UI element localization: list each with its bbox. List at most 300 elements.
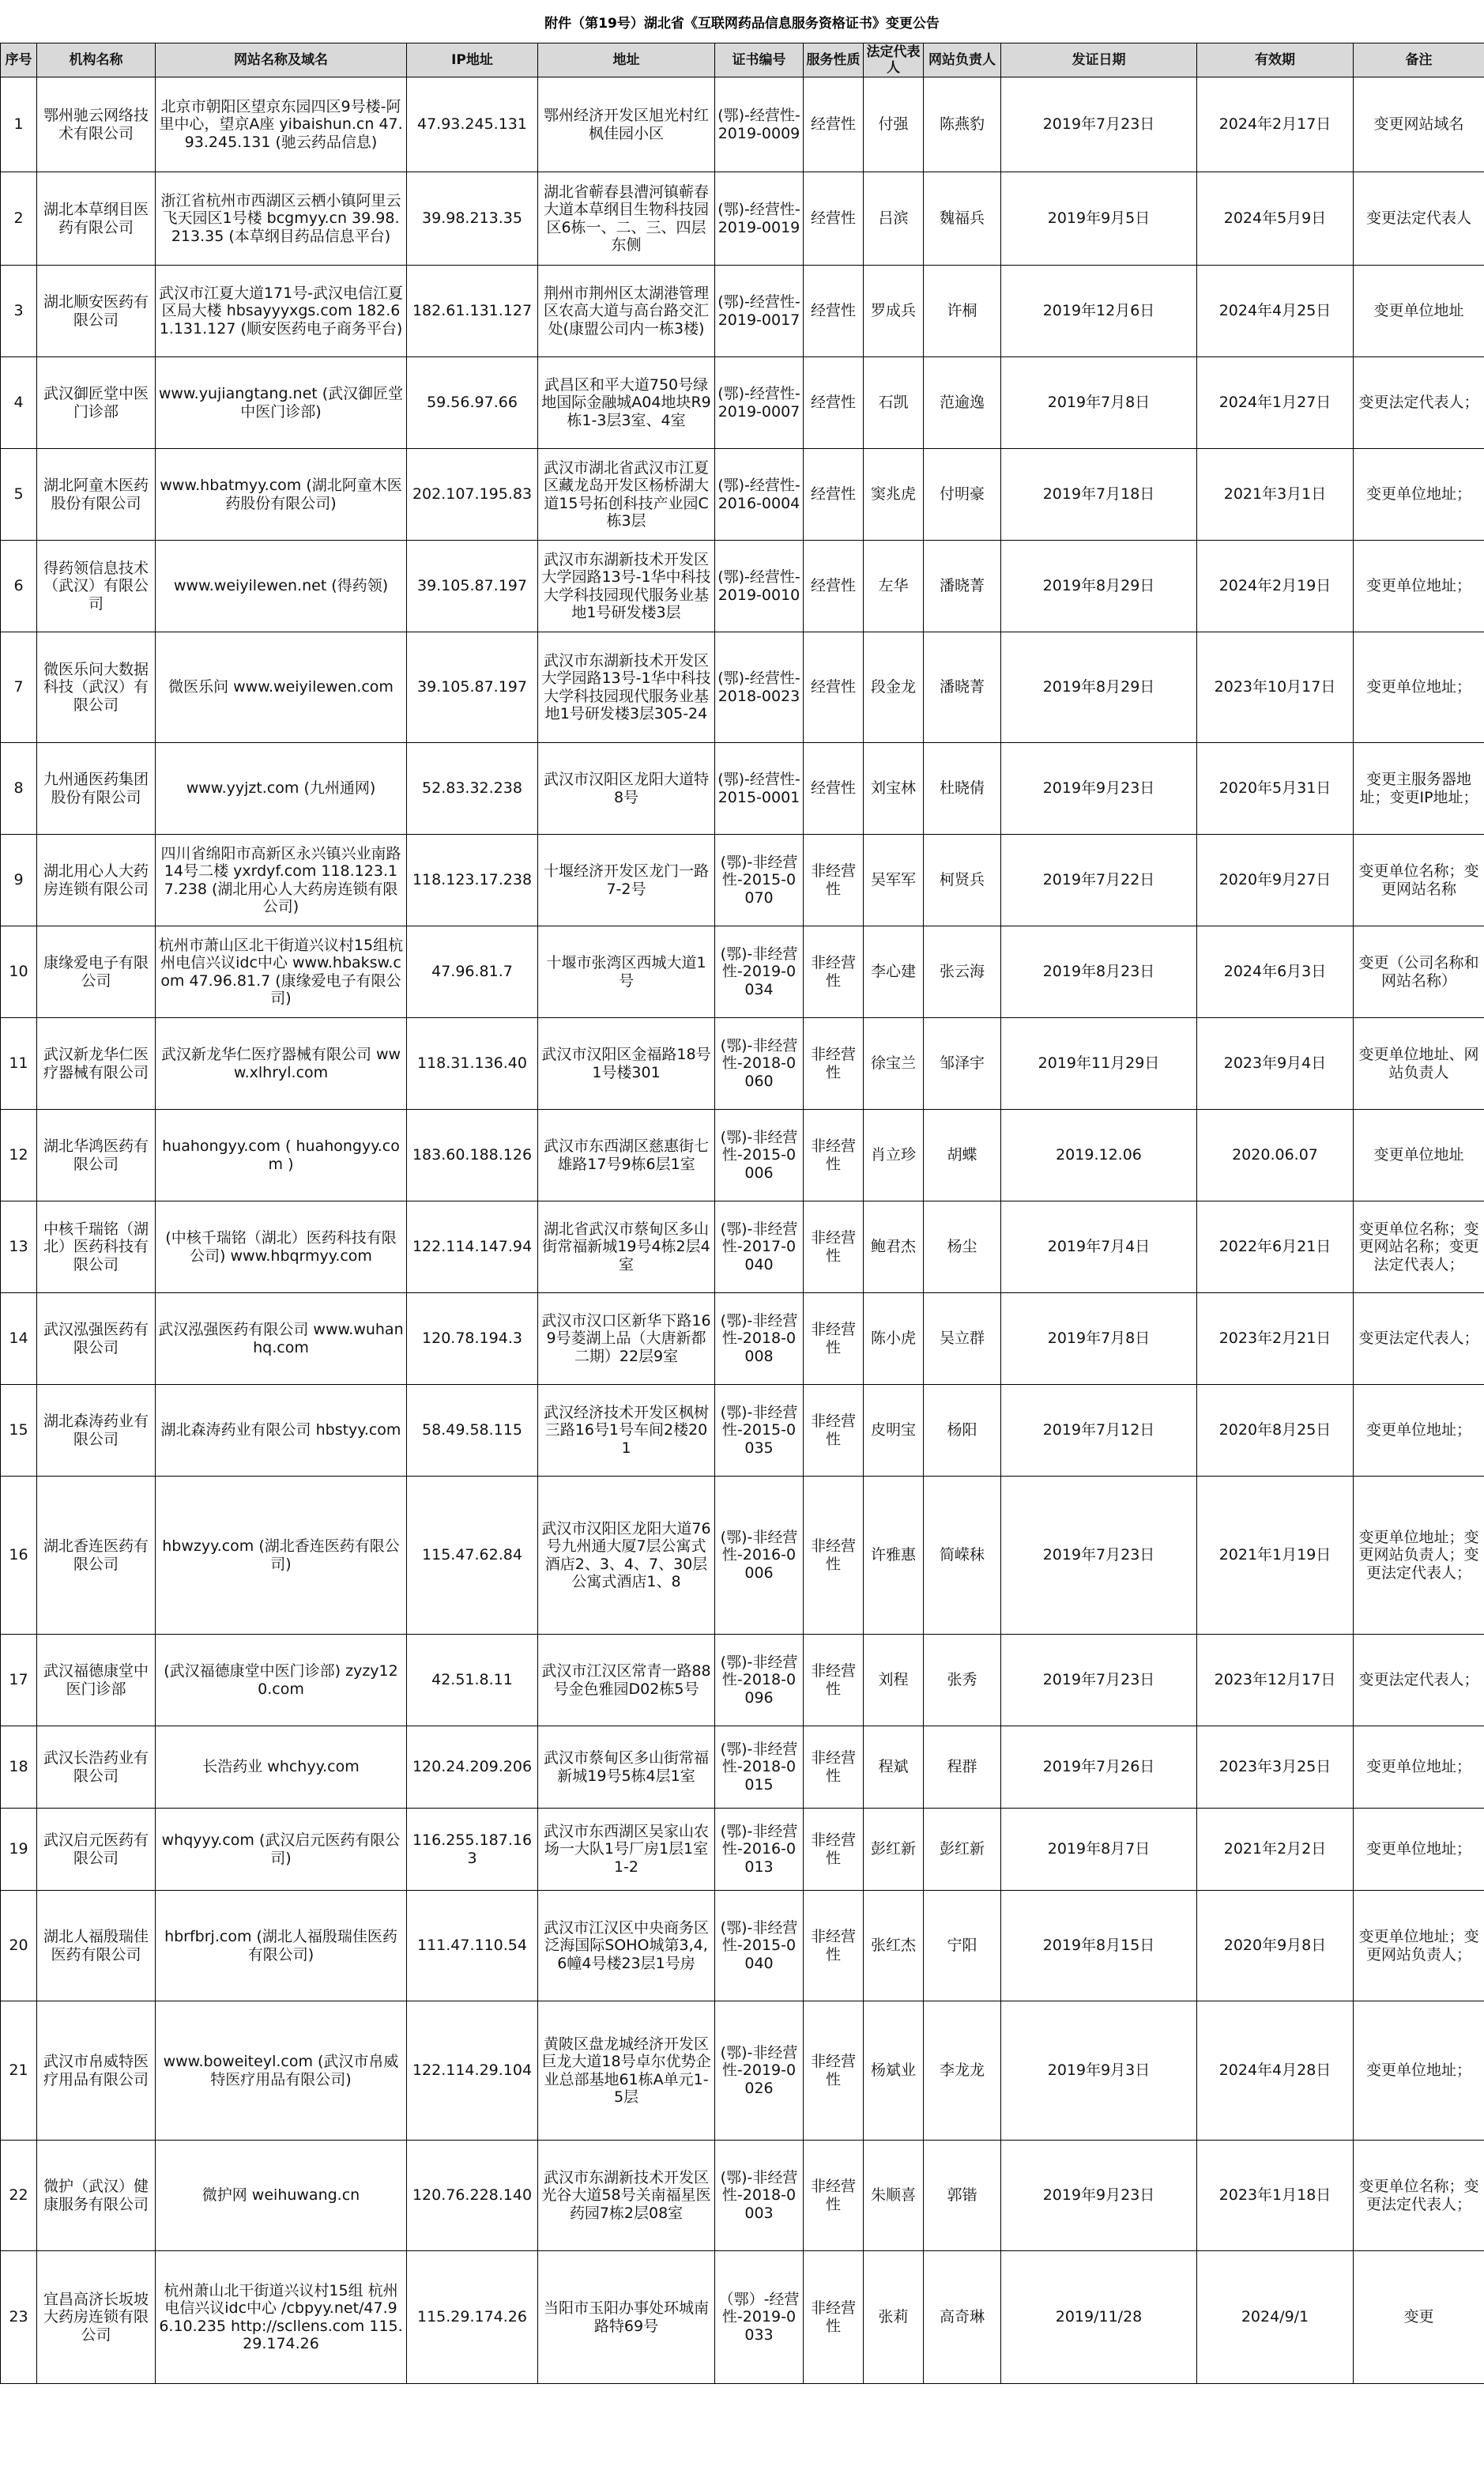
cell-site: www.yyjzt.com (九州通网) <box>156 743 407 835</box>
col-header-ip: IP地址 <box>407 43 538 77</box>
cell-issue-date: 2019年8月23日 <box>1001 926 1197 1018</box>
cell-org: 中核千瑞铭（湖北）医药科技有限公司 <box>37 1201 156 1293</box>
cell-legal-rep: 李心建 <box>864 926 924 1018</box>
cell-note: 变更单位地址； <box>1354 632 1484 743</box>
cell-cert: (鄂)-非经营性-2015-0040 <box>715 1891 804 2001</box>
col-header-address: 地址 <box>538 43 715 77</box>
col-header-site-manager: 网站负责人 <box>924 43 1001 77</box>
cell-legal-rep: 吴军军 <box>864 835 924 926</box>
cell-note: 变更单位名称；变更网站名称；变更法定代表人； <box>1354 1201 1484 1293</box>
cell-legal-rep: 张红杰 <box>864 1891 924 2001</box>
cell-address: 武汉市汉阳区金福路18号1号楼301 <box>538 1018 715 1110</box>
cell-nature: 非经营性 <box>804 2251 864 2384</box>
cell-cert: (鄂)-非经营性-2018-0008 <box>715 1293 804 1385</box>
cell-issue-date: 2019年7月23日 <box>1001 1477 1197 1635</box>
cell-no: 9 <box>1 835 37 926</box>
cell-note: 变更 <box>1354 2251 1484 2384</box>
cell-legal-rep: 杨斌业 <box>864 2001 924 2141</box>
cell-valid-until: 2024年2月17日 <box>1197 77 1354 172</box>
cell-ip: 120.78.194.3 <box>407 1293 538 1385</box>
cell-issue-date: 2019年7月8日 <box>1001 1293 1197 1385</box>
cell-ip: 202.107.195.83 <box>407 449 538 541</box>
cell-ip: 122.114.29.104 <box>407 2001 538 2141</box>
cell-no: 5 <box>1 449 37 541</box>
cell-org: 武汉泓强医药有限公司 <box>37 1293 156 1385</box>
cell-ip: 183.60.188.126 <box>407 1110 538 1201</box>
cell-valid-until: 2024年4月25日 <box>1197 266 1354 357</box>
cell-valid-until: 2023年2月21日 <box>1197 1293 1354 1385</box>
cell-issue-date: 2019年9月5日 <box>1001 172 1197 266</box>
announcement-table <box>0 43 1484 2384</box>
cell-nature: 经营性 <box>804 172 864 266</box>
cell-issue-date: 2019年7月8日 <box>1001 357 1197 449</box>
cell-org: 湖北顺安医药有限公司 <box>37 266 156 357</box>
table-row <box>1 357 1484 449</box>
cell-no: 20 <box>1 1891 37 2001</box>
cell-issue-date: 2019年9月23日 <box>1001 743 1197 835</box>
table-row <box>1 541 1484 632</box>
cell-address: 荆州市荆州区太湖港管理区农高大道与高台路交汇处(康盟公司内一栋3楼) <box>538 266 715 357</box>
cell-address: 黄陂区盘龙城经济开发区巨龙大道18号卓尔优势企业总部基地61栋A单元1-5层 <box>538 2001 715 2141</box>
cell-no: 22 <box>1 2141 37 2251</box>
cell-address: 湖北省蕲春县漕河镇蕲春大道本草纲目生物科技园区6栋一、二、三、四层东侧 <box>538 172 715 266</box>
cell-no: 3 <box>1 266 37 357</box>
cell-site: 微护网 weihuwang.cn <box>156 2141 407 2251</box>
cell-nature: 非经营性 <box>804 1891 864 2001</box>
cell-issue-date: 2019/11/28 <box>1001 2251 1197 2384</box>
cell-issue-date: 2019年9月23日 <box>1001 2141 1197 2251</box>
cell-nature: 经营性 <box>804 449 864 541</box>
cell-nature: 非经营性 <box>804 1201 864 1293</box>
cell-valid-until: 2023年12月17日 <box>1197 1635 1354 1726</box>
cell-note: 变更网站域名 <box>1354 77 1484 172</box>
cell-legal-rep: 刘宝林 <box>864 743 924 835</box>
table-row <box>1 1385 1484 1477</box>
cell-note: 变更法定代表人； <box>1354 1293 1484 1385</box>
col-header-site: 网站名称及域名 <box>156 43 407 77</box>
cell-no: 13 <box>1 1201 37 1293</box>
cell-valid-until: 2021年2月2日 <box>1197 1809 1354 1891</box>
table-header-row <box>1 43 1484 77</box>
cell-no: 15 <box>1 1385 37 1477</box>
cell-org: 武汉御匠堂中医门诊部 <box>37 357 156 449</box>
table-row <box>1 172 1484 266</box>
cell-cert: （鄂）-经营性-2019-0033 <box>715 2251 804 2384</box>
cell-valid-until: 2023年9月4日 <box>1197 1018 1354 1110</box>
cell-org: 湖北华鸿医药有限公司 <box>37 1110 156 1201</box>
cell-site-manager: 程群 <box>924 1726 1001 1809</box>
cell-address: 武昌区和平大道750号绿地国际金融城A04地块R9栋1-3层3室、4室 <box>538 357 715 449</box>
cell-address: 湖北省武汉市蔡甸区多山街常福新城19号4栋2层4室 <box>538 1201 715 1293</box>
cell-cert: (鄂)-非经营性-2018-0015 <box>715 1726 804 1809</box>
cell-legal-rep: 肖立珍 <box>864 1110 924 1201</box>
cell-address: 鄂州经济开发区旭光村红枫佳园小区 <box>538 77 715 172</box>
cell-cert: (鄂)-非经营性-2017-0040 <box>715 1201 804 1293</box>
table-row <box>1 2141 1484 2251</box>
cell-cert: (鄂)-非经营性-2016-0013 <box>715 1809 804 1891</box>
cell-site: 微医乐问 www.weiyilewen.com <box>156 632 407 743</box>
cell-note: 变更单位名称；变更法定代表人； <box>1354 2141 1484 2251</box>
cell-site-manager: 郭锴 <box>924 2141 1001 2251</box>
cell-issue-date: 2019年9月3日 <box>1001 2001 1197 2141</box>
cell-cert: (鄂)-经营性-2019-0009 <box>715 77 804 172</box>
cell-site: www.yujiangtang.net (武汉御匠堂中医门诊部) <box>156 357 407 449</box>
cell-site: (中核千瑞铭（湖北）医药科技有限公司) www.hbqrmyy.com <box>156 1201 407 1293</box>
cell-org: 得药领信息技术（武汉）有限公司 <box>37 541 156 632</box>
cell-cert: (鄂)-经营性-2019-0019 <box>715 172 804 266</box>
col-header-cert: 证书编号 <box>715 43 804 77</box>
cell-org: 武汉长浩药业有限公司 <box>37 1726 156 1809</box>
cell-nature: 非经营性 <box>804 1477 864 1635</box>
cell-site: 长浩药业 whchyy.com <box>156 1726 407 1809</box>
cell-ip: 39.105.87.197 <box>407 541 538 632</box>
cell-org: 九州通医药集团股份有限公司 <box>37 743 156 835</box>
cell-cert: (鄂)-经营性-2015-0001 <box>715 743 804 835</box>
cell-ip: 118.123.17.238 <box>407 835 538 926</box>
cell-legal-rep: 程斌 <box>864 1726 924 1809</box>
cell-cert: (鄂)-经营性-2019-0010 <box>715 541 804 632</box>
cell-ip: 118.31.136.40 <box>407 1018 538 1110</box>
cell-valid-until: 2020.06.07 <box>1197 1110 1354 1201</box>
cell-site-manager: 高奇琳 <box>924 2251 1001 2384</box>
cell-issue-date: 2019年7月23日 <box>1001 77 1197 172</box>
cell-issue-date: 2019年8月7日 <box>1001 1809 1197 1891</box>
cell-site: 武汉市江夏大道171号-武汉电信江夏区局大楼 hbsayyyxgs.com 182.61.131.127 (顺安医药电子商务平台) <box>156 266 407 357</box>
cell-org: 鄂州驰云网络技术有限公司 <box>37 77 156 172</box>
cell-cert: (鄂)-非经营性-2015-0035 <box>715 1385 804 1477</box>
cell-note: 变更单位地址； <box>1354 541 1484 632</box>
cell-valid-until: 2024年2月19日 <box>1197 541 1354 632</box>
cell-org: 湖北森涛药业有限公司 <box>37 1385 156 1477</box>
cell-address: 武汉市东西湖区慈惠街七雄路17号9栋6层1室 <box>538 1110 715 1201</box>
cell-no: 4 <box>1 357 37 449</box>
table-row <box>1 449 1484 541</box>
cell-ip: 116.255.187.163 <box>407 1809 538 1891</box>
cell-address: 武汉市江汉区常青一路88号金色雅园D02栋5号 <box>538 1635 715 1726</box>
cell-ip: 39.98.213.35 <box>407 172 538 266</box>
cell-site-manager: 李龙龙 <box>924 2001 1001 2141</box>
cell-site: hbrfbrj.com (湖北人福殷瑞佳医药有限公司) <box>156 1891 407 2001</box>
cell-ip: 120.76.228.140 <box>407 2141 538 2251</box>
table-row <box>1 1635 1484 1726</box>
cell-legal-rep: 窦兆虎 <box>864 449 924 541</box>
cell-site: 杭州萧山北干街道兴议村15组 杭州电信兴议idc中心 /cbpyy.net/47.96.10.235 http://scllens.com 115.29.174.26 <box>156 2251 407 2384</box>
cell-site-manager: 魏福兵 <box>924 172 1001 266</box>
cell-site-manager: 杜晓倩 <box>924 743 1001 835</box>
cell-address: 当阳市玉阳办事处环城南路特69号 <box>538 2251 715 2384</box>
cell-valid-until: 2020年8月25日 <box>1197 1385 1354 1477</box>
cell-address: 武汉经济技术开发区枫树三路16号1号车间2楼201 <box>538 1385 715 1477</box>
cell-note: 变更单位地址； <box>1354 449 1484 541</box>
cell-note: 变更单位地址； <box>1354 1809 1484 1891</box>
cell-site: 四川省绵阳市高新区永兴镇兴业南路14号二楼 yxrdyf.com 118.123.17.238 (湖北用心人大药房连锁有限公司) <box>156 835 407 926</box>
cell-nature: 非经营性 <box>804 926 864 1018</box>
cell-org: 湖北阿童木医药股份有限公司 <box>37 449 156 541</box>
cell-org: 湖北香连医药有限公司 <box>37 1477 156 1635</box>
cell-valid-until: 2024年1月27日 <box>1197 357 1354 449</box>
cell-ip: 59.56.97.66 <box>407 357 538 449</box>
cell-site-manager: 付明豪 <box>924 449 1001 541</box>
cell-org: 康缘爱电子有限公司 <box>37 926 156 1018</box>
cell-ip: 111.47.110.54 <box>407 1891 538 2001</box>
table-row <box>1 1726 1484 1809</box>
cell-issue-date: 2019年7月12日 <box>1001 1385 1197 1477</box>
cell-cert: (鄂)-经营性-2019-0017 <box>715 266 804 357</box>
table-row <box>1 1110 1484 1201</box>
cell-site-manager: 杨阳 <box>924 1385 1001 1477</box>
cell-nature: 非经营性 <box>804 1635 864 1726</box>
cell-no: 1 <box>1 77 37 172</box>
cell-legal-rep: 罗成兵 <box>864 266 924 357</box>
cell-cert: (鄂)-非经营性-2018-0060 <box>715 1018 804 1110</box>
cell-nature: 非经营性 <box>804 1018 864 1110</box>
cell-nature: 非经营性 <box>804 2001 864 2141</box>
cell-site: 北京市朝阳区望京东园四区9号楼-阿里中心，望京A座 yibaishun.cn 47.93.245.131 (驰云药品信息) <box>156 77 407 172</box>
cell-cert: (鄂)-非经营性-2019-0026 <box>715 2001 804 2141</box>
page-title: 附件（第19号）湖北省《互联网药品信息服务资格证书》变更公告 <box>544 15 940 32</box>
cell-ip: 52.83.32.238 <box>407 743 538 835</box>
cell-legal-rep: 左华 <box>864 541 924 632</box>
cell-cert: (鄂)-非经营性-2018-0003 <box>715 2141 804 2251</box>
cell-site: whqyyy.com (武汉启元医药有限公司) <box>156 1809 407 1891</box>
cell-legal-rep: 石凯 <box>864 357 924 449</box>
cell-org: 湖北用心人大药房连锁有限公司 <box>37 835 156 926</box>
cell-nature: 非经营性 <box>804 835 864 926</box>
cell-site: 湖北森涛药业有限公司 hbstyy.com <box>156 1385 407 1477</box>
cell-no: 14 <box>1 1293 37 1385</box>
col-header-note: 备注 <box>1354 43 1484 77</box>
cell-note: 变更单位地址 <box>1354 266 1484 357</box>
table-row <box>1 77 1484 172</box>
table-row <box>1 1201 1484 1293</box>
table-row <box>1 1293 1484 1385</box>
cell-legal-rep: 吕滨 <box>864 172 924 266</box>
cell-legal-rep: 张莉 <box>864 2251 924 2384</box>
cell-legal-rep: 付强 <box>864 77 924 172</box>
cell-note: 变更单位地址； <box>1354 1385 1484 1477</box>
cell-site-manager: 潘晓菁 <box>924 632 1001 743</box>
cell-no: 2 <box>1 172 37 266</box>
cell-ip: 122.114.147.94 <box>407 1201 538 1293</box>
cell-legal-rep: 段金龙 <box>864 632 924 743</box>
table-row <box>1 1809 1484 1891</box>
cell-address: 十堰经济开发区龙门一路7-2号 <box>538 835 715 926</box>
cell-site-manager: 宁阳 <box>924 1891 1001 2001</box>
cell-note: 变更单位地址； <box>1354 2001 1484 2141</box>
cell-nature: 非经营性 <box>804 1809 864 1891</box>
cell-site: 武汉泓强医药有限公司 www.wuhanhq.com <box>156 1293 407 1385</box>
cell-site: 浙江省杭州市西湖区云栖小镇阿里云飞天园区1号楼 bcgmyy.cn 39.98.213.35 (本草纲目药品信息平台) <box>156 172 407 266</box>
cell-issue-date: 2019年7月4日 <box>1001 1201 1197 1293</box>
cell-no: 7 <box>1 632 37 743</box>
cell-site: huahongyy.com ( huahongyy.com ) <box>156 1110 407 1201</box>
cell-site-manager: 彭红新 <box>924 1809 1001 1891</box>
cell-cert: (鄂)-非经营性-2016-0006 <box>715 1477 804 1635</box>
cell-legal-rep: 鲍君杰 <box>864 1201 924 1293</box>
cell-no: 10 <box>1 926 37 1018</box>
cell-ip: 58.49.58.115 <box>407 1385 538 1477</box>
cell-note: 变更单位地址、网站负责人 <box>1354 1018 1484 1110</box>
cell-nature: 经营性 <box>804 541 864 632</box>
cell-nature: 非经营性 <box>804 1385 864 1477</box>
table-row <box>1 743 1484 835</box>
cell-ip: 42.51.8.11 <box>407 1635 538 1726</box>
cell-nature: 非经营性 <box>804 1293 864 1385</box>
cell-ip: 47.93.245.131 <box>407 77 538 172</box>
cell-valid-until: 2023年1月18日 <box>1197 2141 1354 2251</box>
cell-address: 武汉市江汉区中央商务区泛海国际SOHO城第3,4,6幢4号楼23层1号房 <box>538 1891 715 2001</box>
cell-site-manager: 张云海 <box>924 926 1001 1018</box>
cell-org: 湖北人福殷瑞佳医药有限公司 <box>37 1891 156 2001</box>
cell-site-manager: 邹泽宇 <box>924 1018 1001 1110</box>
cell-valid-until: 2020年5月31日 <box>1197 743 1354 835</box>
cell-no: 8 <box>1 743 37 835</box>
cell-site: (武汉福德康堂中医门诊部) zyzy120.com <box>156 1635 407 1726</box>
cell-cert: (鄂)-经营性-2019-0007 <box>715 357 804 449</box>
cell-address: 武汉市东湖新技术开发区光谷大道58号关南福星医药园7栋2层08室 <box>538 2141 715 2251</box>
cell-no: 11 <box>1 1018 37 1110</box>
cell-valid-until: 2024年4月28日 <box>1197 2001 1354 2141</box>
cell-issue-date: 2019年7月23日 <box>1001 1635 1197 1726</box>
cell-site-manager: 潘晓菁 <box>924 541 1001 632</box>
table-row <box>1 1018 1484 1110</box>
cell-cert: (鄂)-非经营性-2015-0070 <box>715 835 804 926</box>
cell-ip: 39.105.87.197 <box>407 632 538 743</box>
cell-no: 6 <box>1 541 37 632</box>
col-header-no: 序号 <box>1 43 37 77</box>
cell-valid-until: 2021年1月19日 <box>1197 1477 1354 1635</box>
cell-org: 武汉新龙华仁医疗器械有限公司 <box>37 1018 156 1110</box>
cell-no: 19 <box>1 1809 37 1891</box>
cell-site-manager: 张秀 <box>924 1635 1001 1726</box>
cell-address: 武汉市湖北省武汉市江夏区藏龙岛开发区杨桥湖大道15号拓创科技产业园C栋3层 <box>538 449 715 541</box>
cell-site: www.hbatmyy.com (湖北阿童木医药股份有限公司) <box>156 449 407 541</box>
cell-issue-date: 2019年11月29日 <box>1001 1018 1197 1110</box>
cell-site-manager: 杨尘 <box>924 1201 1001 1293</box>
cell-issue-date: 2019年8月29日 <box>1001 632 1197 743</box>
col-header-org: 机构名称 <box>37 43 156 77</box>
col-header-valid-until: 有效期 <box>1197 43 1354 77</box>
table-row <box>1 835 1484 926</box>
cell-ip: 120.24.209.206 <box>407 1726 538 1809</box>
cell-org: 武汉福德康堂中医门诊部 <box>37 1635 156 1726</box>
table-row <box>1 1477 1484 1635</box>
cell-no: 16 <box>1 1477 37 1635</box>
cell-issue-date: 2019年7月22日 <box>1001 835 1197 926</box>
cell-legal-rep: 许雅惠 <box>864 1477 924 1635</box>
table-row <box>1 2251 1484 2384</box>
cell-address: 武汉市东湖新技术开发区大学园路13号-1华中科技大学科技园现代服务业基地1号研发楼3层305-24 <box>538 632 715 743</box>
cell-ip: 182.61.131.127 <box>407 266 538 357</box>
cell-legal-rep: 徐宝兰 <box>864 1018 924 1110</box>
cell-nature: 经营性 <box>804 266 864 357</box>
cell-site-manager: 许桐 <box>924 266 1001 357</box>
table-row <box>1 266 1484 357</box>
cell-nature: 经营性 <box>804 357 864 449</box>
table-row <box>1 2001 1484 2141</box>
cell-valid-until: 2021年3月1日 <box>1197 449 1354 541</box>
cell-issue-date: 2019.12.06 <box>1001 1110 1197 1201</box>
cell-valid-until: 2024年6月3日 <box>1197 926 1354 1018</box>
cell-legal-rep: 陈小虎 <box>864 1293 924 1385</box>
cell-issue-date: 2019年12月6日 <box>1001 266 1197 357</box>
cell-site-manager: 简嵘秣 <box>924 1477 1001 1635</box>
cell-ip: 115.47.62.84 <box>407 1477 538 1635</box>
cell-address: 武汉市东湖新技术开发区大学园路13号-1华中科技大学科技园现代服务业基地1号研发楼3层 <box>538 541 715 632</box>
cell-address: 武汉市东西湖区吴家山农场一大队1号厂房1层1室1-2 <box>538 1809 715 1891</box>
cell-org: 湖北本草纲目医药有限公司 <box>37 172 156 266</box>
cell-issue-date: 2019年7月18日 <box>1001 449 1197 541</box>
cell-legal-rep: 朱顺喜 <box>864 2141 924 2251</box>
cell-valid-until: 2024/9/1 <box>1197 2251 1354 2384</box>
cell-issue-date: 2019年7月26日 <box>1001 1726 1197 1809</box>
cell-cert: (鄂)-非经营性-2015-0006 <box>715 1110 804 1201</box>
cell-cert: (鄂)-非经营性-2018-0096 <box>715 1635 804 1726</box>
table-row <box>1 632 1484 743</box>
cell-address: 十堰市张湾区西城大道1号 <box>538 926 715 1018</box>
cell-site-manager: 胡蝶 <box>924 1110 1001 1201</box>
cell-org: 宜昌高济长坂坡大药房连锁有限公司 <box>37 2251 156 2384</box>
cell-site-manager: 柯贤兵 <box>924 835 1001 926</box>
cell-note: 变更法定代表人； <box>1354 1635 1484 1726</box>
cell-legal-rep: 皮明宝 <box>864 1385 924 1477</box>
cell-note: 变更单位地址； <box>1354 1726 1484 1809</box>
table-row <box>1 926 1484 1018</box>
cell-legal-rep: 彭红新 <box>864 1809 924 1891</box>
cell-cert: (鄂)-经营性-2016-0004 <box>715 449 804 541</box>
cell-org: 武汉市帛威特医疗用品有限公司 <box>37 2001 156 2141</box>
cell-note: 变更单位地址；变更网站负责人； <box>1354 1891 1484 2001</box>
cell-legal-rep: 刘程 <box>864 1635 924 1726</box>
cell-site: www.weiyilewen.net (得药领) <box>156 541 407 632</box>
cell-no: 17 <box>1 1635 37 1726</box>
cell-nature: 非经营性 <box>804 1110 864 1201</box>
cell-site-manager: 陈燕豹 <box>924 77 1001 172</box>
cell-site-manager: 范逾逸 <box>924 357 1001 449</box>
col-header-legal-rep: 法定代表人 <box>864 43 924 77</box>
col-header-nature: 服务性质 <box>804 43 864 77</box>
cell-address: 武汉市汉阳区龙阳大道76号九州通大厦7层公寓式酒店2、3、4、7、30层公寓式酒店1、8 <box>538 1477 715 1635</box>
cell-site: 杭州市萧山区北干街道兴议村15组杭州电信兴议idc中心 www.hbaksw.com 47.96.81.7 (康缘爱电子有限公司) <box>156 926 407 1018</box>
table-row <box>1 1891 1484 2001</box>
cell-no: 18 <box>1 1726 37 1809</box>
cell-org: 微护（武汉）健康服务有限公司 <box>37 2141 156 2251</box>
cell-nature: 非经营性 <box>804 2141 864 2251</box>
cell-valid-until: 2022年6月21日 <box>1197 1201 1354 1293</box>
cell-note: 变更主服务器地址；变更IP地址； <box>1354 743 1484 835</box>
cell-ip: 115.29.174.26 <box>407 2251 538 2384</box>
cell-address: 武汉市蔡甸区多山街常福新城19号5栋4层1室 <box>538 1726 715 1809</box>
cell-cert: (鄂)-经营性-2018-0023 <box>715 632 804 743</box>
cell-cert: (鄂)-非经营性-2019-0034 <box>715 926 804 1018</box>
cell-nature: 非经营性 <box>804 1726 864 1809</box>
cell-site: www.boweiteyl.com (武汉市帛威特医疗用品有限公司) <box>156 2001 407 2141</box>
cell-site-manager: 吴立群 <box>924 1293 1001 1385</box>
cell-note: 变更单位地址 <box>1354 1110 1484 1201</box>
cell-no: 12 <box>1 1110 37 1201</box>
cell-note: 变更法定代表人 <box>1354 172 1484 266</box>
cell-valid-until: 2020年9月8日 <box>1197 1891 1354 2001</box>
cell-note: 变更法定代表人； <box>1354 357 1484 449</box>
cell-valid-until: 2023年10月17日 <box>1197 632 1354 743</box>
cell-note: 变更单位地址；变更网站负责人；变更法定代表人； <box>1354 1477 1484 1635</box>
cell-nature: 经营性 <box>804 743 864 835</box>
cell-nature: 经营性 <box>804 632 864 743</box>
cell-ip: 47.96.81.7 <box>407 926 538 1018</box>
cell-no: 21 <box>1 2001 37 2141</box>
cell-address: 武汉市汉口区新华下路169号菱湖上品（大唐新都二期）22层9室 <box>538 1293 715 1385</box>
table-body <box>1 77 1484 2384</box>
